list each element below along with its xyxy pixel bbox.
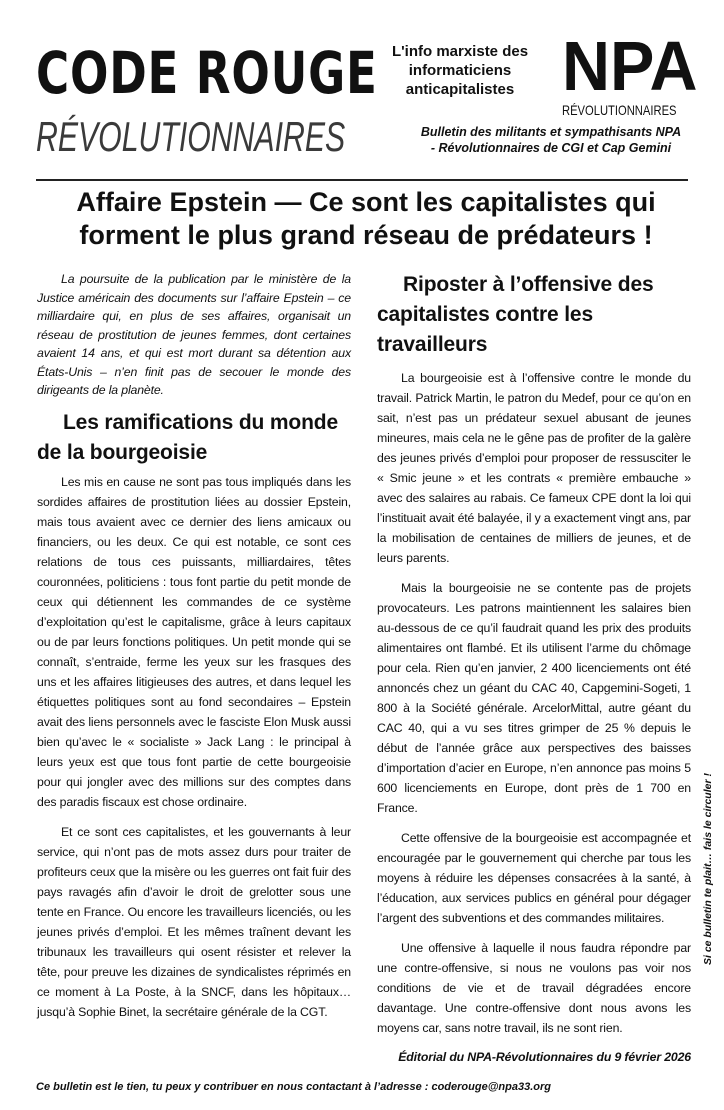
left-column <box>37 270 351 1032</box>
tagline: L'info marxiste des informaticiens anticapitalistes <box>391 43 529 98</box>
section-heading-main: Riposter à l’offensive des capitalistes contre les <box>377 273 654 326</box>
bulletin-subtitle: Bulletin des militants et sympathisants NPA - Révolutionnaires de CGI et Cap Gemini <box>420 125 682 155</box>
section-heading: Les ramifications du monde de la bourgeoisie <box>37 410 338 464</box>
footer-contact: Ce bulletin est le tien, tu peux y contribuer en nous contactant à l’adresse : coderouge@npa33.org <box>36 1081 551 1093</box>
header-divider <box>36 179 688 181</box>
npa-logo-subtitle: RÉVOLUTIONNAIRES <box>562 102 677 118</box>
intro-paragraph: La poursuite de la publication par le ministère de la Justice américain des documents sur l’affaire Epstein – ce milliardaire qui, en plus de ses affaires, organisait un réseau de prostitution de jeunes femmes, dont certaines avaient 14 ans, et qui est mort durant sa détention aux États-Unis – n’en finit pas de secouer le monde des dirigeants de la planète. <box>37 272 351 397</box>
editorial-signature: Éditorial du NPA-Révolutionnaires du 9 février 2026 <box>398 1050 691 1064</box>
side-note: Si ce bulletin te plait… fais le circuler ! <box>702 773 714 965</box>
logo-revolutionnaires: RÉVOLUTIONNAIRES <box>36 113 346 160</box>
paragraph: Cette offensive de la bourgeoisie est accompagnée et encouragée par le gouvernement qui cherche par tous les moyens à réduire les dépenses consacrées à la santé, à l’éducation, aux services publics en général pour dégager l’argent des subventions et des commandes militaires. <box>377 831 691 925</box>
section-heading-last: travailleurs <box>377 333 488 356</box>
headline: Affaire Epstein — Ce sont les capitalistes qui forment le plus grand réseau de prédateurs ! <box>76 187 656 250</box>
npa-logo: NPA <box>562 27 698 105</box>
article-columns <box>37 270 691 1066</box>
logo-code-rouge: CODE ROUGE <box>36 39 378 107</box>
masthead <box>0 0 724 180</box>
paragraph: La bourgeoisie est à l’offensive contre le monde du travail. Patrick Martin, le patron du Medef, pour ce qu’on en sait, n’est pas un prédateur sexuel abusant de jeunes mineures, mais cela ne le gêne pas de profiter de la galère des jeunes privés d’emploi pour proposer de ressusciter le « Smic jeune » et les contrats « première embauche » avec des salaires au rabais. Ce fameux CPE dont la loi qui l’instituait avait été balayée, il y a exactement vingt ans, par la mobilisation de centaines de milliers de jeunes, et de leurs parents. <box>377 371 691 565</box>
right-column <box>377 270 691 1066</box>
paragraph: Et ce sont ces capitalistes, et les gouvernants à leur service, qui n’ont pas de mots assez durs pour traiter de profiteurs ceux que la misère ou les guerres ont fait fuir des pays ravagés afin d’avoir le droit de grelotter sous une tente en France. Ou encore les travailleurs licenciés, ou les jeunes privés d’emploi. Et les mêmes traînent devant les tribunaux les travailleurs qui osent résister et relever la tête, pour preuve les dizaines de syndicalistes réprimés en ce moment à La Poste, à la SNCF, dans les hôpitaux… jusqu’à Sophie Binet, la secrétaire générale de la CGT. <box>37 824 351 1019</box>
paragraph: Mais la bourgeoisie ne se contente pas de projets provocateurs. Les patrons maintiennent les salaires bien au-dessous de ce qu’il faudrait quand les prix des produits alimentaires ont flambé. Et ils utilisent l’arme du chômage pour cela. Rien qu’en janvier, 2 400 licenciements ont été annoncés chez un géant du CAC 40, Capgemini-Sogeti, 1 800 à la Société générale. ArcelorMittal, autre géant du CAC 40, qui a vu ses titres grimper de 25 % depuis le début de l’année grâce aux perspectives des baisses d’importation d’acier en Europe, n’en annonce pas moins 5 600 licenciements en Europe, dont près de 1 700 en France. <box>377 581 691 815</box>
section-heading <box>377 270 691 360</box>
paragraph: Les mis en cause ne sont pas tous impliqués dans les sordides affaires de prostitution liées au dossier Epstein, mais tous avaient avec ce dernier des liens amicaux ou financiers, ou les deux. Ce qui est notable, ce sont ces relations de tous ces puissants, milliardaires, têtes couronnées, politiciens : tous font partie du petit monde de ceux qui détiennent les commandes de ce système d’exploitation qu’est le capitalisme, grâce à leurs capitaux ou de par leurs fonctions politiques. Un petit monde qui se connaît, s’entraide, ferme les yeux sur les frasques des uns et les affaires litigieuses des autres, et dans lequel les étiquettes politiques sont au fond secondaires – Epstein avait des liens personnels avec le fasciste Elon Musk aussi bien qu’avec le « socialiste » Jack Lang : le principal à leurs yeux est que tous font partie de cette bourgeoisie pour qui jongler avec des millions sur des comptes dans des paradis fiscaux est chose ordinaire. <box>37 474 351 809</box>
paragraph: Une offensive à laquelle il nous faudra répondre par une contre-offensive, si nous ne voulons pas voir nos conditions de vie et de travail dégradées encore davantage. Une contre-offensive dont nous avons les moyens car, sans notre travail, ils ne sont rien. <box>377 941 691 1035</box>
